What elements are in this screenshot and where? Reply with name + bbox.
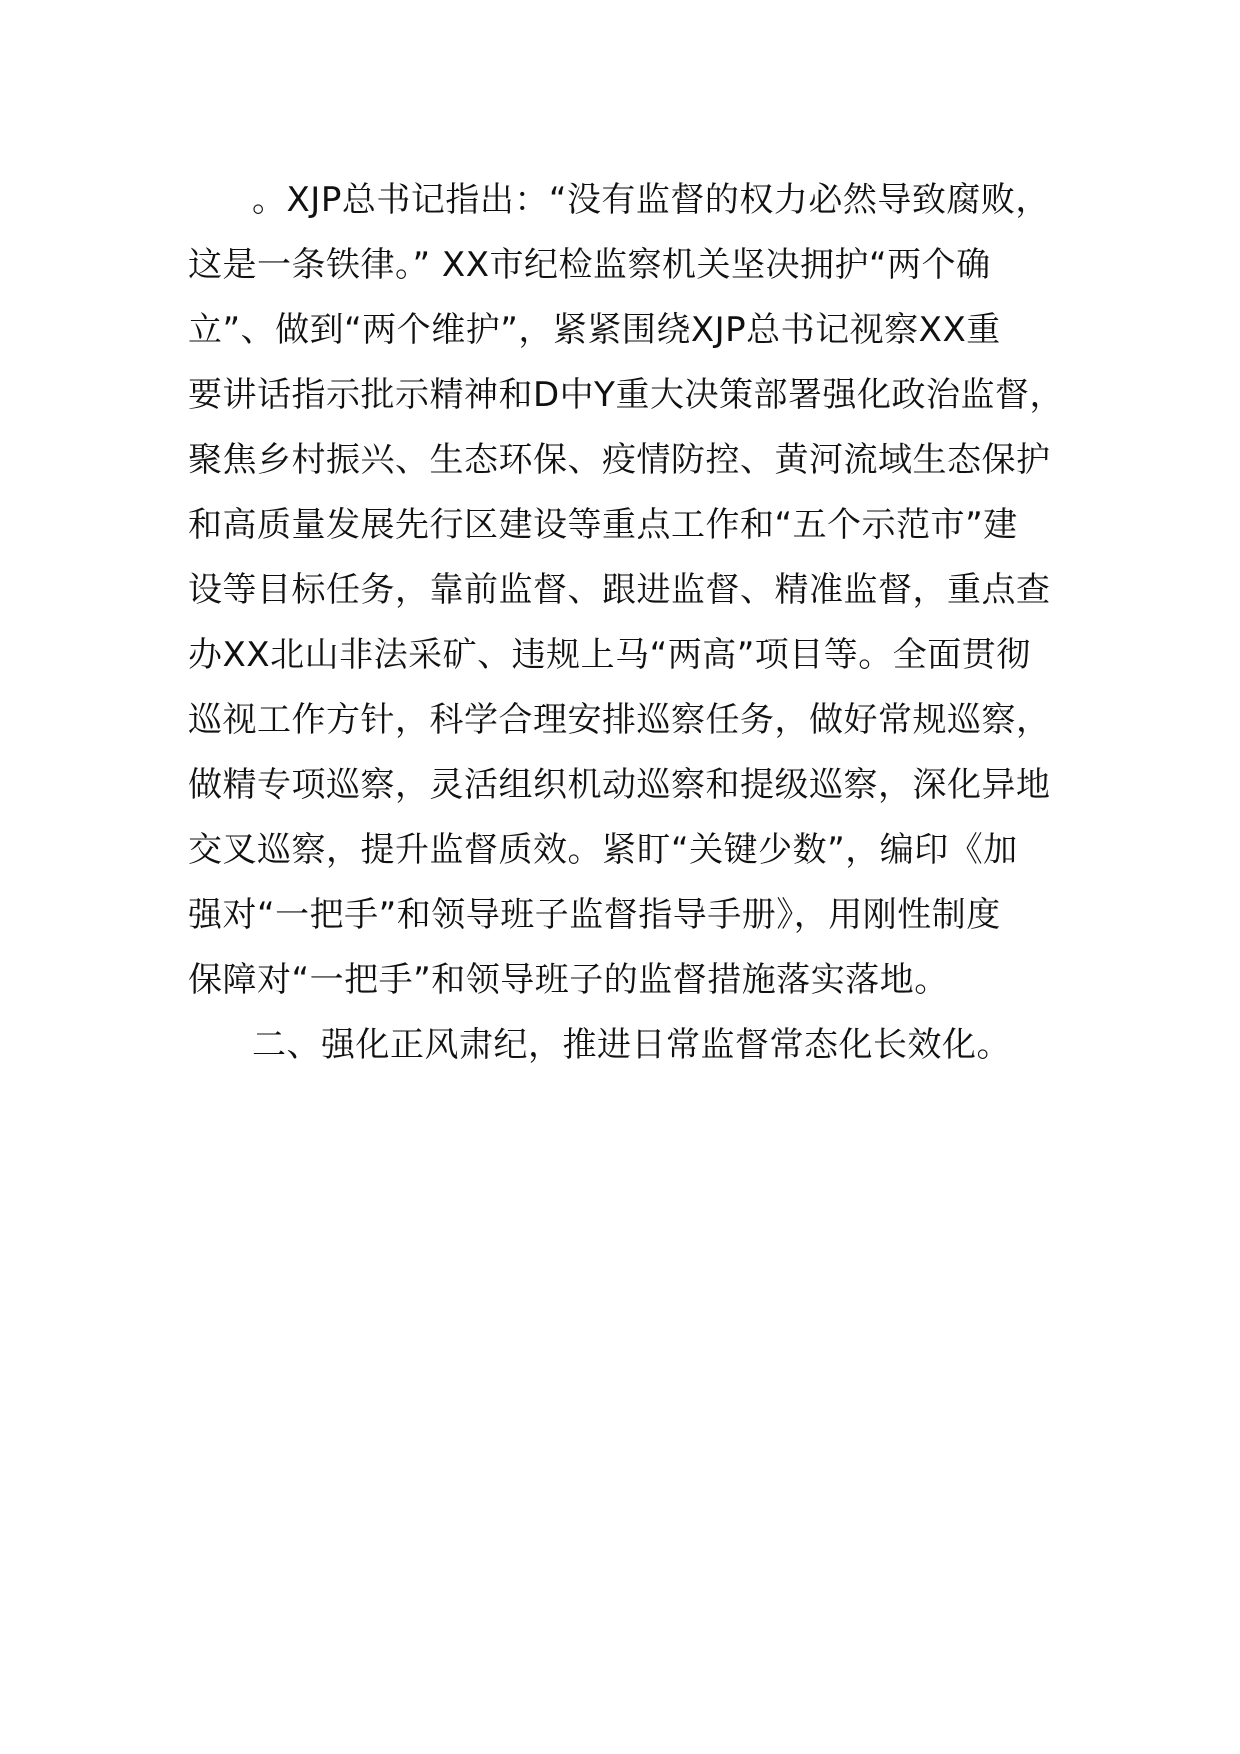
- paragraph-line: 做精专项巡察，灵活组织机动巡察和提级巡察，深化异地: [188, 765, 1051, 805]
- paragraph-line: 保障对“一把手”和领导班子的监督措施落实落地。: [188, 960, 949, 1000]
- paragraph-line: 办XX北山非法采矿、违规上马“两高”项目等。全面贯彻: [188, 635, 1031, 675]
- paragraph-line: 巡视工作方针，科学合理安排巡察任务，做好常规巡察，: [188, 700, 1051, 740]
- paragraph-line: 和高质量发展先行区建设等重点工作和“五个示范市”建: [188, 505, 1018, 545]
- section-heading: 二、强化正风肃纪，推进日常监督常态化长效化。: [252, 1025, 1011, 1065]
- paragraph-line: 。XJP总书记指出：“没有监督的权力必然导致腐败，: [252, 180, 1050, 220]
- body-paragraph: [188, 168, 1088, 1013]
- paragraph-line: 交叉巡察，提升监督质效。紧盯“关键少数”，编印《加: [188, 830, 1018, 870]
- paragraph-line: 这是一条铁律。” XX市纪检监察机关坚决拥护“两个确: [188, 245, 991, 285]
- paragraph-line: 聚焦乡村振兴、生态环保、疫情防控、黄河流域生态保护: [188, 440, 1051, 480]
- paragraph-line: 强对“一把手”和领导班子监督指导手册》，用刚性制度: [188, 895, 1001, 935]
- paragraph-line: 立”、做到“两个维护”，紧紧围绕XJP总书记视察XX重: [188, 310, 1001, 350]
- paragraph-line: 设等目标任务，靠前监督、跟进监督、精准监督，重点查: [188, 570, 1051, 610]
- paragraph-line: 要讲话指示批示精神和D中Y重大决策部署强化政治监督，: [188, 375, 1064, 415]
